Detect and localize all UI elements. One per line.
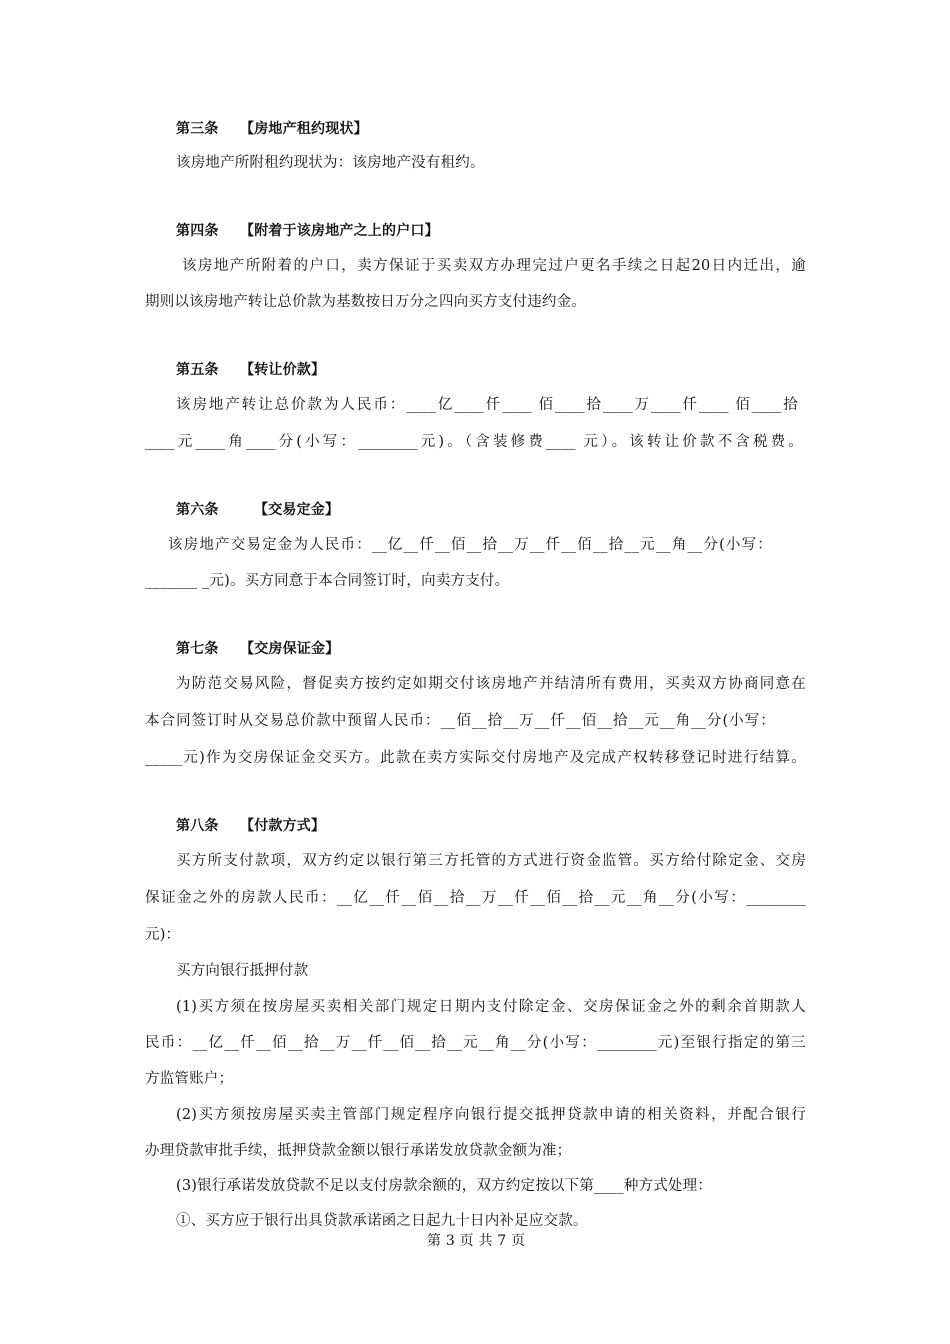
article-4-heading: [176, 221, 439, 241]
article-5-line-1: 该房地产转让总价款为人民币：____亿____仟____ 佰____拾____万____仟____ 佰____拾: [176, 397, 798, 413]
article-8-item-2-line-2: 办理贷款审批手续，抵押贷款金额以银行承诺发放贷款金额为准；: [145, 1143, 572, 1159]
article-3-number: 第三条: [176, 121, 219, 137]
article-6-line-1: 该房地产交易定金为人民币：__亿__仟__佰__拾__万__仟__佰__拾__元__角__分(小写：: [168, 537, 772, 553]
article-8-item-1-line-2: 民币：__亿__仟__佰__拾__万__仟__佰__拾__元__角__分(小写：________元)至银行指定的第三: [145, 1035, 806, 1051]
article-4-number: 第四条: [176, 223, 219, 239]
page-footer: 第 3 页 共 7 页: [427, 1233, 526, 1249]
article-7-line-3: _____元)作为交房保证金交买方。此款在卖方实际交付房地产及完成产权转移登记时进行结算。: [145, 750, 806, 766]
article-3-text: 该房地产所附租约现状为：该房地产没有租约。: [176, 155, 485, 171]
article-8-subheading: 买方向银行抵押付款: [176, 963, 309, 979]
article-8-item-1-line-1: (1)买方须在按房屋买卖相关部门规定日期内支付除定金、交房保证金之外的剩余首期款人: [176, 999, 806, 1015]
article-7-line-2: 本合同签订时从交易总价款中预留人民币：__佰__拾__万__仟__佰__拾__元__角__分(小写：: [145, 713, 775, 729]
article-5-heading: [176, 360, 325, 380]
article-8-number: 第八条: [176, 818, 219, 834]
article-4-title: 【附着于该房地产之上的户口】: [240, 223, 439, 239]
article-7-line-1: 为防范交易风险，督促卖方按约定如期交付该房地产并结清所有费用，买卖双方协商同意在: [176, 676, 806, 692]
article-6-number: 第六条: [176, 502, 219, 518]
article-7-heading: [176, 639, 339, 659]
article-8-line-2: 保证金之外的房款人民币：__亿__仟__佰__拾__万__仟__佰__拾__元__角__分(小写：________: [145, 890, 806, 906]
article-5-title: 【转让价款】: [240, 362, 326, 378]
article-3-title: 【房地产租约现状】: [240, 121, 368, 137]
article-4-line-1: 该房地产所附着的户口，卖方保证于买卖双方办理完过户更名手续之日起20日内迁出，逾: [182, 258, 806, 274]
article-7-title: 【交房保证金】: [240, 641, 340, 657]
article-8-heading: [176, 816, 325, 836]
article-5-line-2: ____元____角____分(小写：________元)。（含装修费____ 元）。该转让价款不含税费。: [145, 434, 803, 450]
article-6-title: 【交易定金】: [254, 502, 340, 518]
article-8-item-2-line-1: (2)买方须按房屋买卖主管部门规定程序向银行提交抵押贷款申请的相关资料，并配合银行: [176, 1107, 806, 1123]
article-4-line-2: 期则以该房地产转让总价款为基数按日万分之四向买方支付违约金。: [145, 294, 586, 310]
article-8-line-3: 元)：: [145, 927, 181, 943]
article-8-line-1: 买方所支付款项，双方约定以银行第三方托管的方式进行资金监管。买方给付除定金、交房: [176, 853, 806, 869]
article-8-item-1-line-3: 方监管账户；: [145, 1071, 234, 1087]
article-6-line-2: _______ _元)。买方同意于本合同签订时，向卖方支付。: [145, 573, 510, 589]
article-7-number: 第七条: [176, 641, 219, 657]
article-6-heading: [176, 500, 339, 520]
article-8-item-3-option-1: ①、买方应于银行出具贷款承诺函之日起九十日内补足应交款。: [176, 1213, 588, 1229]
article-5-number: 第五条: [176, 362, 219, 378]
article-3-heading: [176, 119, 368, 139]
article-8-title: 【付款方式】: [240, 818, 326, 834]
article-8-item-3: (3)银行承诺发放贷款不足以支付房款余额的，双方约定按以下第____种方式处理：: [176, 1178, 713, 1194]
